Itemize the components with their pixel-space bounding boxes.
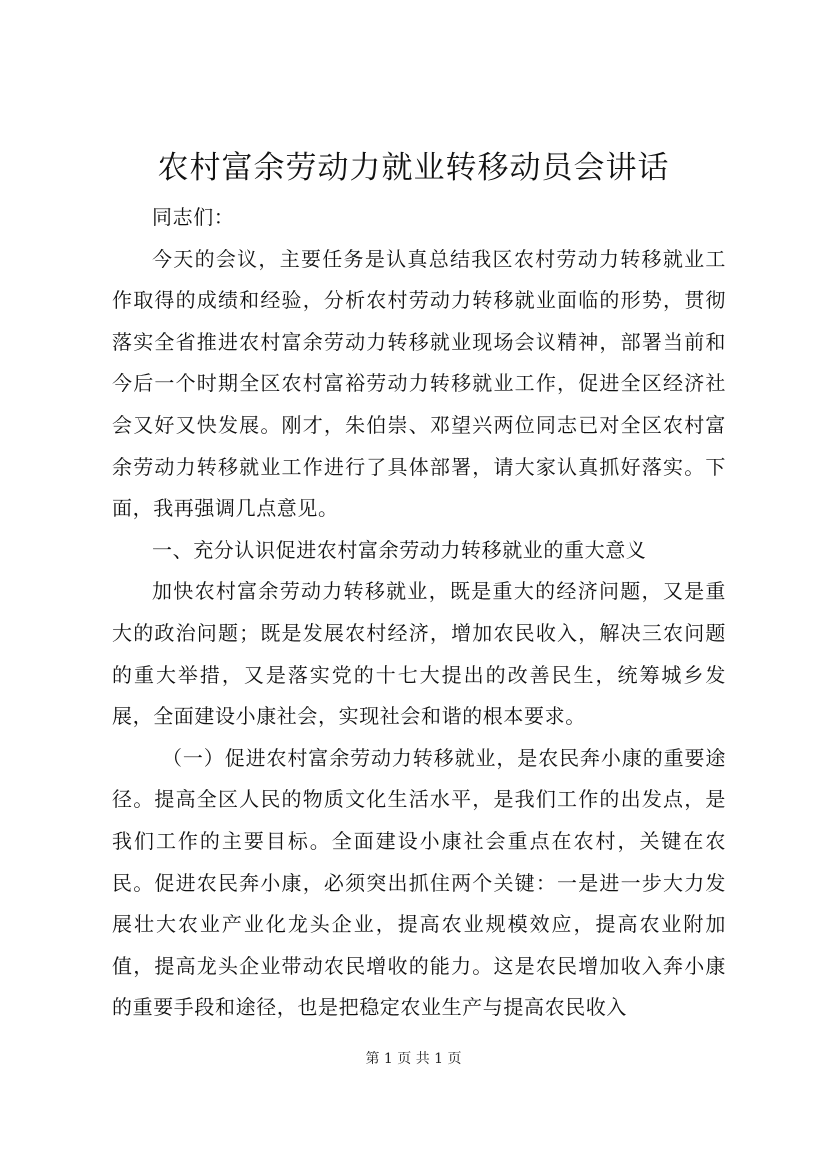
salutation-paragraph: 同志们： bbox=[152, 205, 235, 229]
page-number-footer: 第 1 页 共 1 页 bbox=[365, 1051, 462, 1067]
section-1-paragraph: 加快农村富余劳动力转移就业，既是重大的经济问题，又是重大的政治问题；既是发展农村经济，增加农民收入，解决三农问题的重大举措，又是落实党的十七大提出的改善民生，统筹城乡发展，全面建设小康社会，实现社会和谐的根本要求。 bbox=[112, 579, 726, 729]
intro-paragraph: 今天的会议，主要任务是认真总结我区农村劳动力转移就业工作取得的成绩和经验，分析农村劳动力转移就业面临的形势，贯彻落实全省推进农村富余劳动力转移就业现场会议精神，部署当前和今后一个时期全区农村富裕劳动力转移就业工作，促进全区经济社会又好又快发展。刚才，朱伯崇、邓望兴两位同志已对全区农村富余劳动力转移就业工作进行了具体部署，请大家认真抓好落实。下面，我再强调几点意见。 bbox=[112, 246, 726, 521]
subsection-1-paragraph: （一）促进农村富余劳动力转移就业，是农民奔小康的重要途径。提高全区人民的物质文化生活水平，是我们工作的出发点，是我们工作的主要目标。全面建设小康社会重点在农村，关键在农民。促进农民奔小康，必须突出抓住两个关键：一是进一步大力发展壮大农业产业化龙头企业，提高农业规模效应，提高农业附加值，提高龙头企业带动农民增收的能力。这是农民增加收入奔小康的重要手段和途径，也是把稳定农业生产与提高农民收入 bbox=[112, 745, 726, 1020]
document-title: 农村富余劳动力就业转移动员会讲话 bbox=[157, 150, 670, 186]
section-heading-1: 一、充分认识促进农村富余劳动力转移就业的重大意义 bbox=[152, 537, 647, 562]
document-body bbox=[112, 197, 726, 1029]
